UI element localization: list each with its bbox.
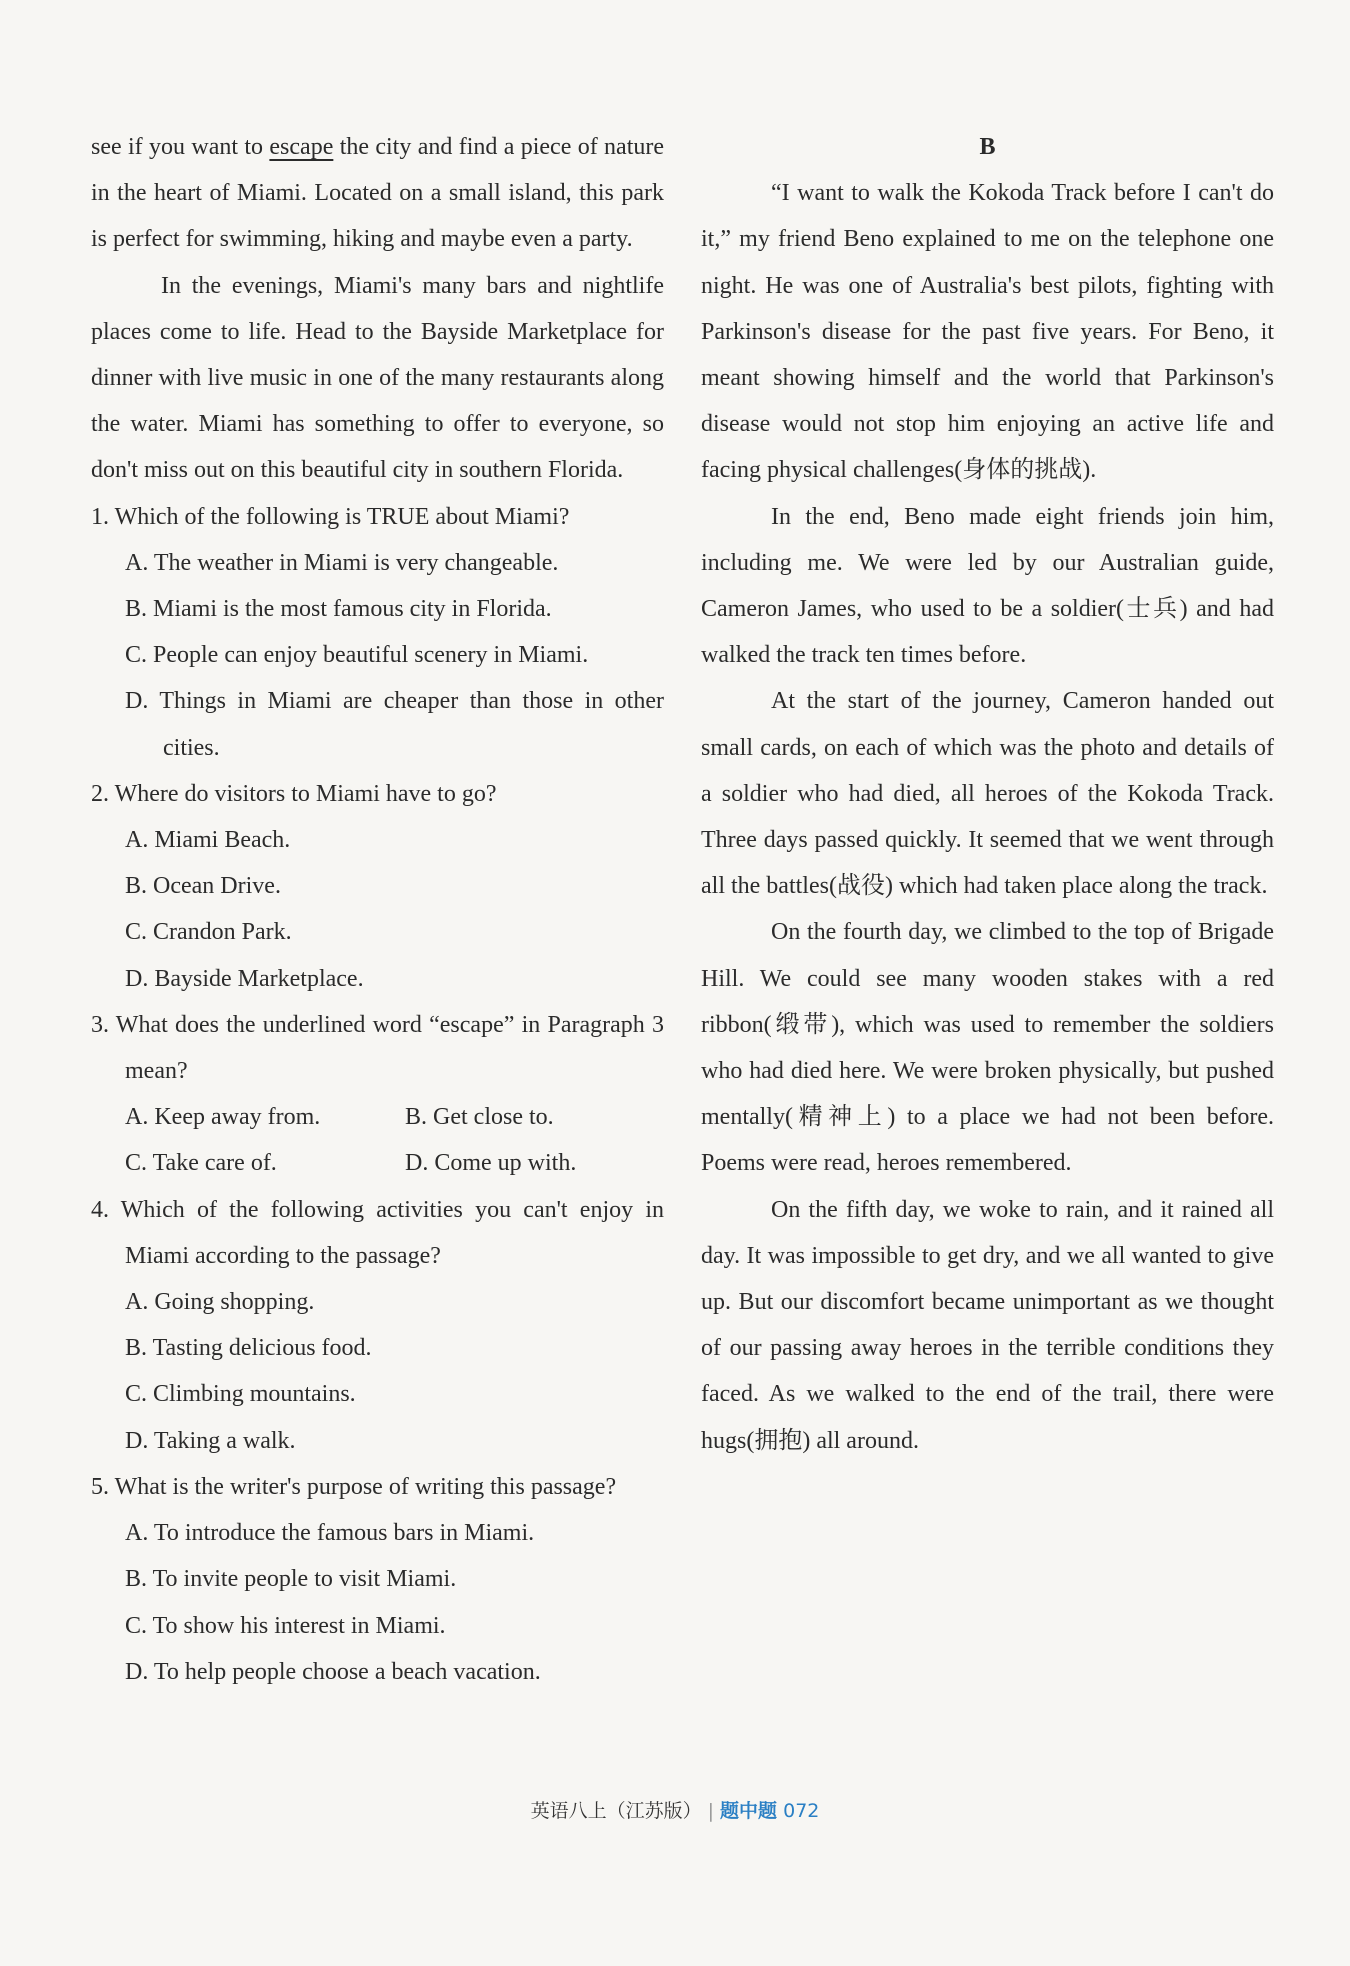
section-title: B <box>979 134 996 160</box>
answer-option: C. Climbing mountains. <box>125 1381 356 1408</box>
answer-option: D. To help people choose a beach vacation. <box>125 1658 541 1685</box>
answer-option: C. To show his interest in Miami. <box>125 1612 446 1639</box>
question-1 <box>91 494 664 771</box>
question-3 <box>91 1002 664 1187</box>
answer-option: A. Keep away from. <box>125 1104 321 1131</box>
answer-option: B. Miami is the most famous city in Florida. <box>125 596 552 623</box>
right-column <box>701 124 1274 1464</box>
series-brand: 题中题 <box>720 1800 778 1822</box>
page-footer <box>0 1796 1350 1823</box>
question-5 <box>91 1464 664 1695</box>
text-run: see if you want to <box>91 134 270 160</box>
answer-option: D. Bayside Marketplace. <box>125 965 364 992</box>
answer-option: D. Things in Miami are cheaper than those in other cities. <box>125 688 664 761</box>
answer-option: B. Ocean Drive. <box>125 873 281 900</box>
option-row <box>91 1140 664 1186</box>
divider: | <box>707 1800 715 1822</box>
passage-paragraph: In the end, Beno made eight friends join him, including me. We were led by our Australian guide, Cameron James, who used to be a soldier(士兵) and had walked the track ten times before. <box>701 503 1274 669</box>
answer-option: C. People can enjoy beautiful scenery in Miami. <box>125 642 589 669</box>
question-2 <box>91 771 664 1002</box>
answer-option: B. To invite people to visit Miami. <box>125 1566 457 1593</box>
answer-option: C. Take care of. <box>125 1150 277 1177</box>
answer-option: A. Miami Beach. <box>125 827 291 854</box>
answer-option: B. Get close to. <box>405 1104 554 1131</box>
passage-paragraph: In the evenings, Miami's many bars and nightlife places come to life. Head to the Bayside Marketplace for dinner with live music in one of the many restaurants along the water. Miami has something to offer to everyone, so don't miss out on this beautiful city in southern Florida. <box>91 272 664 484</box>
passage-paragraph <box>91 124 664 263</box>
passage-paragraph: On the fifth day, we woke to rain, and it rained all day. It was impossible to get dry, and we all wanted to give up. But our discomfort became unimportant as we thought of our passing away heroes in the terrible conditions they faced. As we walked to the end of the trail, there were hugs(拥抱) all around. <box>701 1196 1274 1454</box>
answer-option: A. To introduce the famous bars in Miami. <box>125 1520 535 1547</box>
answer-option: D. Taking a walk. <box>125 1427 296 1454</box>
question-stem: 1. Which of the following is TRUE about Miami? <box>91 503 570 530</box>
passage-paragraph: “I want to walk the Kokoda Track before I can't do it,” my friend Beno explained to me on the telephone one night. He was one of Australia's best pilots, fighting with Parkinson's disease for the past five years. For Beno, it meant showing himself and the world that Parkinson's disease would not stop him enjoying an active life and facing physical challenges(身体的挑战). <box>701 180 1274 484</box>
underlined-word: escape <box>269 134 334 160</box>
question-stem: 2. Where do visitors to Miami have to go? <box>91 780 497 807</box>
answer-option: C. Crandon Park. <box>125 919 292 946</box>
page-number: 072 <box>783 1800 820 1822</box>
text-run: the city and find a piece of nature in the heart of Miami. Located on a small island, this park is perfect for swimming, hiking and maybe even a party. <box>91 134 665 253</box>
book-title: 英语八上（江苏版） <box>530 1800 702 1822</box>
question-stem: 5. What is the writer's purpose of writing this passage? <box>91 1473 617 1500</box>
answer-option: A. The weather in Miami is very changeable. <box>125 549 559 576</box>
passage-paragraph: On the fourth day, we climbed to the top of Brigade Hill. We could see many wooden stakes with a red ribbon(缎带), which was used to remember the soldiers who had died here. We were broken physically, but pushed mentally(精神上) to a place we had not been before. Poems were read, heroes remembered. <box>701 919 1274 1177</box>
answer-option: D. Come up with. <box>405 1150 577 1177</box>
question-stem: 3. What does the underlined word “escape” in Paragraph 3 mean? <box>91 1011 664 1085</box>
question-4 <box>91 1187 664 1464</box>
left-column <box>91 124 664 1695</box>
passage-paragraph: At the start of the journey, Cameron handed out small cards, on each of which was the photo and details of a soldier who had died, all heroes of the Kokoda Track. Three days passed quickly. It seemed that we went through all the battles(战役) which had taken place along the track. <box>701 688 1274 900</box>
option-row <box>91 1094 664 1140</box>
answer-option: B. Tasting delicious food. <box>125 1335 372 1362</box>
question-stem: 4. Which of the following activities you can't enjoy in Miami according to the passage? <box>91 1196 664 1269</box>
answer-option: A. Going shopping. <box>125 1289 315 1316</box>
